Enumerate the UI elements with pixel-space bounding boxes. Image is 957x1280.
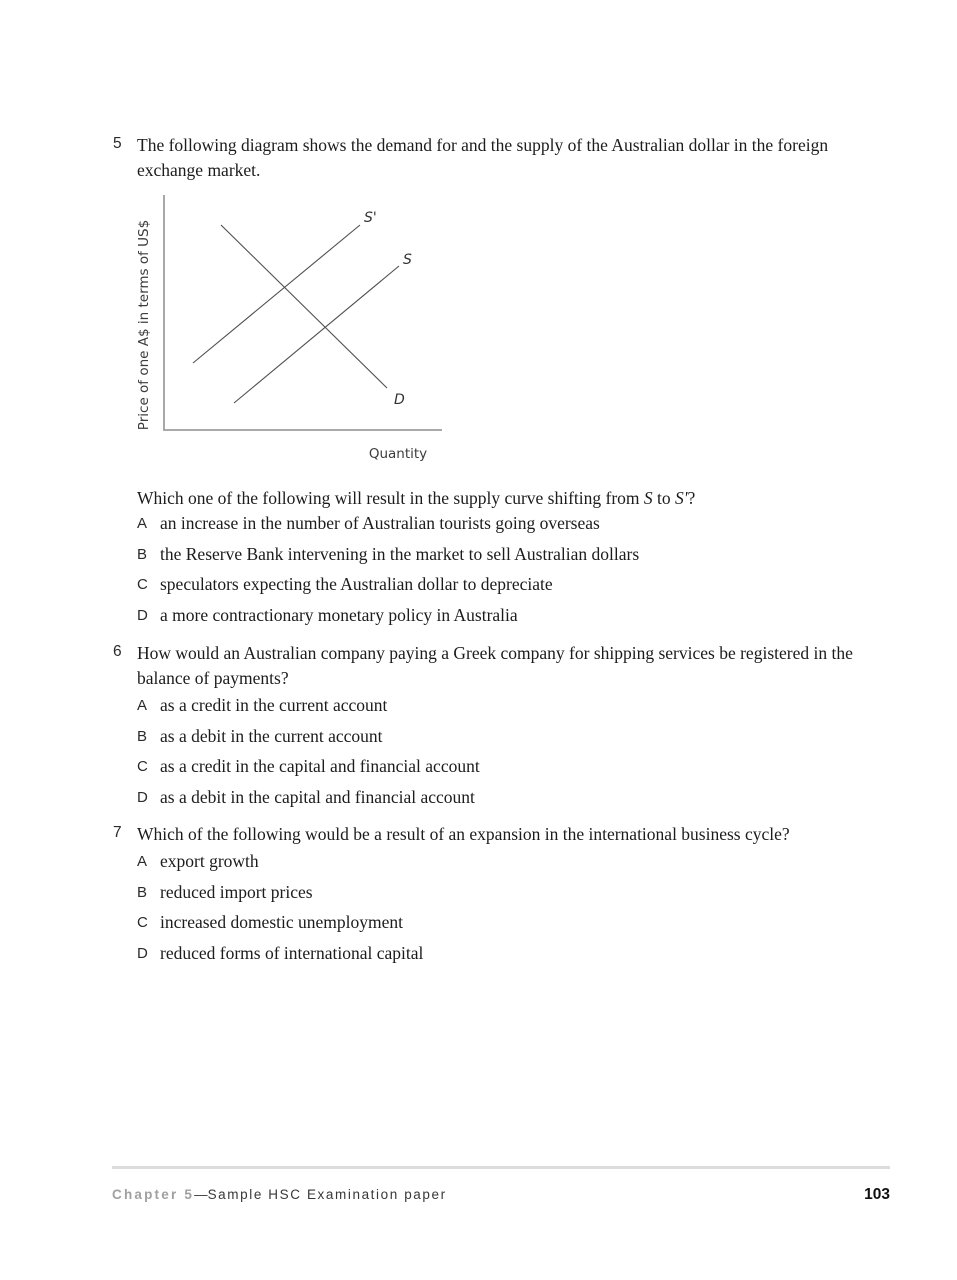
question-5-intro: The following diagram shows the demand for and the supply of the Australian dollar in the foreign exchange market. [137, 135, 829, 180]
option-row [137, 544, 857, 564]
option-text: reduced import prices [160, 881, 313, 902]
supply-shifted-curve-label: S' [364, 210, 377, 226]
option-letter: C [137, 914, 148, 931]
option-text: increased domestic unemployment [160, 912, 403, 932]
diagram-canvas [133, 192, 448, 467]
option-text: a more contractionary monetary policy in Australia [160, 604, 518, 625]
option-letter: B [137, 883, 148, 901]
stem-text: ? [687, 488, 696, 508]
page-number: 103 [864, 1186, 890, 1203]
option-letter: A [137, 697, 148, 714]
option-text: the Reserve Bank intervening in the market to sell Australian dollars [160, 543, 640, 564]
option-letter: B [137, 727, 148, 745]
question-7-options [137, 851, 857, 973]
option-text: as a debit in the capital and financial account [160, 786, 475, 807]
supply-curve-label: S [403, 252, 412, 268]
question-6-number: 6 [113, 643, 122, 660]
option-row [137, 513, 857, 533]
option-text: export growth [160, 851, 259, 871]
question-5 [113, 133, 842, 183]
footer-chapter-label: Chapter 5 [112, 1187, 195, 1202]
exchange-rate-diagram [133, 192, 448, 467]
option-letter: D [137, 788, 148, 806]
question-6-text: How would an Australian company paying a Greek company for shipping services be registered in the balance of payments? [137, 643, 853, 688]
footer-dash: — [194, 1187, 208, 1202]
question-6-options [137, 695, 857, 817]
option-row [137, 695, 857, 715]
question-7-text: Which of the following would be a result of an expansion in the international business cycle? [137, 824, 790, 844]
option-row [137, 882, 857, 902]
option-text: speculators expecting the Australian dollar to depreciate [160, 574, 553, 594]
question-6 [113, 641, 894, 691]
option-letter: C [137, 758, 148, 775]
page-footer [112, 1186, 890, 1204]
option-text: an increase in the number of Australian tourists going overseas [160, 513, 600, 533]
footer-breadcrumb [112, 1186, 447, 1204]
option-row [137, 912, 857, 932]
demand-curve-label: D [394, 392, 405, 408]
question-5-options [137, 513, 857, 635]
option-letter: B [137, 545, 148, 563]
option-row [137, 851, 857, 871]
demand-curve [221, 225, 387, 388]
footer-section-title: Sample HSC Examination paper [207, 1187, 447, 1202]
question-7 [113, 822, 894, 847]
option-text: reduced forms of international capital [160, 942, 424, 963]
supply-curve [234, 266, 399, 403]
option-text: as a credit in the capital and financial account [160, 756, 480, 776]
y-axis-label: Price of one A$ in terms of US$ [136, 219, 152, 431]
footer-divider [112, 1166, 890, 1169]
question-7-number: 7 [113, 824, 122, 841]
option-letter: D [137, 944, 148, 962]
supply-var: S [643, 488, 653, 508]
supply-shifted-var: S' [675, 488, 688, 508]
option-letter: A [137, 853, 148, 870]
option-letter: C [137, 576, 148, 593]
question-5-number: 5 [113, 135, 122, 152]
option-letter: D [137, 606, 148, 624]
option-letter: A [137, 515, 148, 532]
x-axis-label: Quantity [368, 446, 428, 462]
stem-text: to [652, 488, 676, 508]
question-5-stem [137, 486, 857, 511]
option-text: as a debit in the current account [160, 725, 383, 746]
option-row [137, 756, 857, 776]
option-row [137, 574, 857, 594]
supply-shifted-curve [193, 225, 360, 363]
stem-text: Which one of the following will result in the supply curve shifting from [137, 488, 644, 508]
option-row [137, 605, 857, 625]
option-row [137, 943, 857, 963]
option-row [137, 726, 857, 746]
option-row [137, 787, 857, 807]
option-text: as a credit in the current account [160, 695, 388, 715]
